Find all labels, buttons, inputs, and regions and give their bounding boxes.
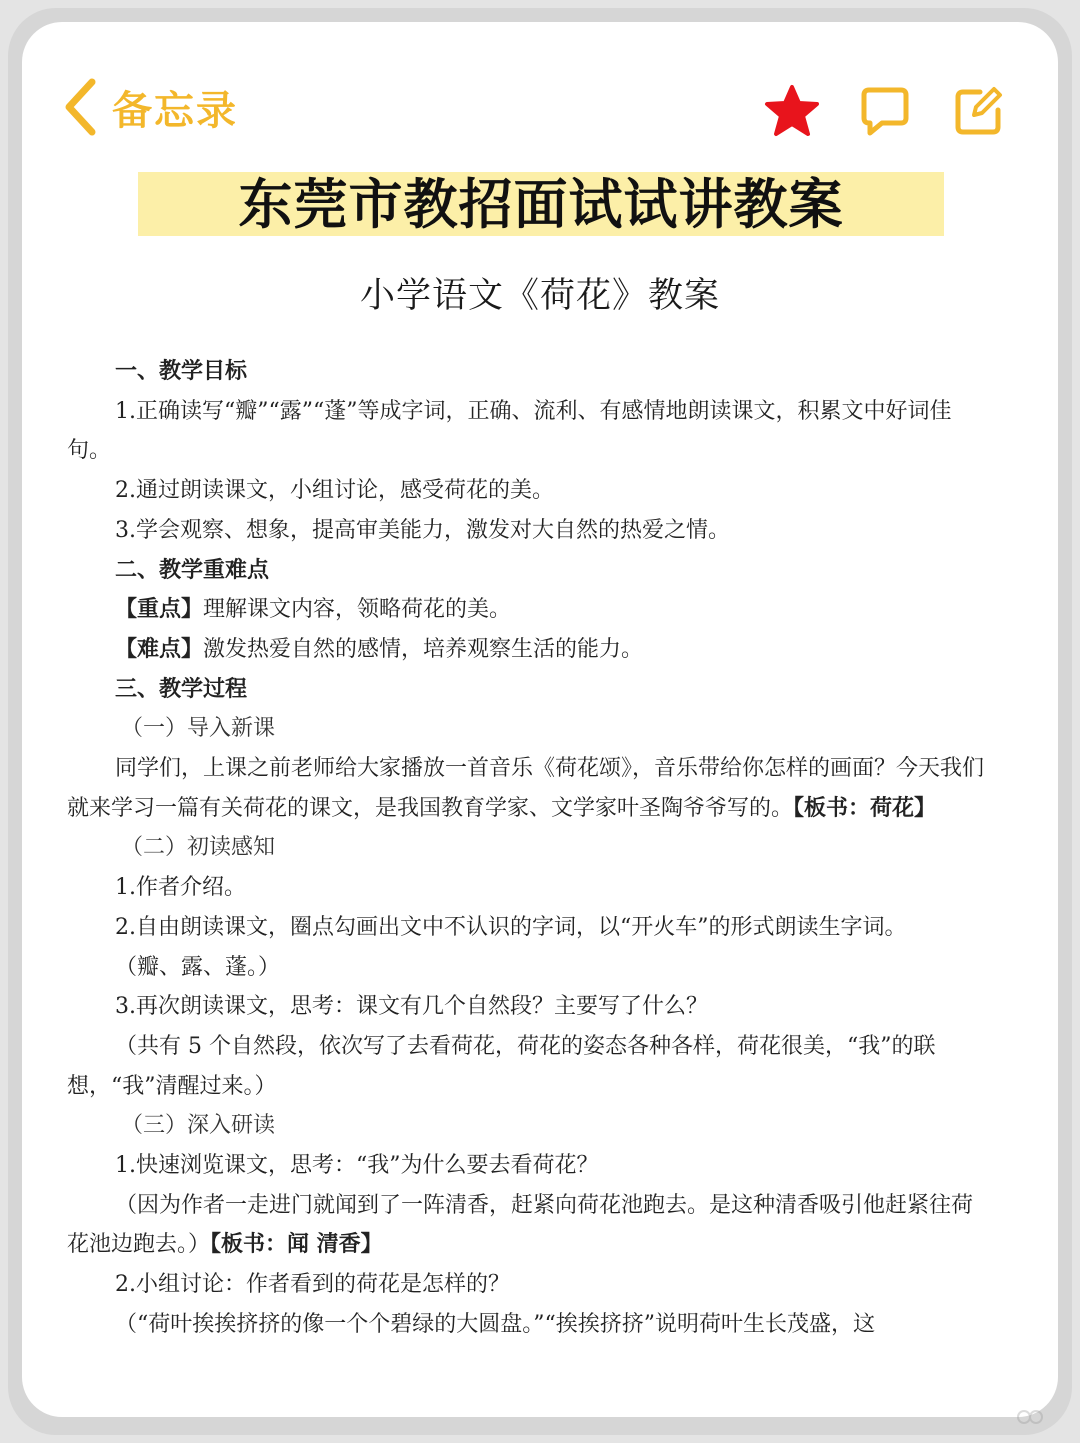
comment-icon xyxy=(860,84,910,138)
difficult-point-text: 激发热爱自然的感情，培养观察生活的能力。 xyxy=(203,636,644,662)
paragraph-text: 同学们，上课之前老师给大家播放一首音乐《荷花颂》，音乐带给你怎样的画面？今天我们就来学习一篇有关荷花的课文，是我国教育学家、文学家叶圣陶爷爷写的。 xyxy=(67,756,985,821)
paragraph-text: （因为作者一走进门就闻到了一阵清香，赶紧向荷花池跑去。是这种清香吸引他赶紧往荷花池边跑去。） xyxy=(67,1192,974,1258)
subsection-title: （二）初读感知 xyxy=(121,835,276,861)
star-button[interactable] xyxy=(764,84,814,138)
section-heading: 二、教学重难点 xyxy=(115,557,270,583)
subsection-title: （三）深入研读 xyxy=(121,1113,276,1139)
key-point-tag: 【重点】 xyxy=(115,596,204,623)
star-icon xyxy=(764,84,814,138)
edit-icon xyxy=(954,84,1004,138)
paragraph: 3.再次朗读课文，思考：课文有几个自然段？主要写了什么？ xyxy=(115,994,708,1020)
paragraph: （瓣、露、蓬。） xyxy=(115,954,281,980)
paragraph: 1.快速浏览课文，思考：“我”为什么要去看荷花？ xyxy=(115,1153,599,1179)
subsection-title: （一）导入新课 xyxy=(121,716,276,742)
page-subtitle: 小学语文《荷花》教案 xyxy=(359,276,720,316)
page-title: 东莞市教招面试试讲教案 xyxy=(238,172,844,236)
section-heading: 三、教学过程 xyxy=(115,676,248,702)
paragraph xyxy=(67,749,985,828)
note-body xyxy=(67,352,985,1345)
paragraph: 1.作者介绍。 xyxy=(115,875,246,901)
board-note: 【板书：闻 清香】 xyxy=(210,1231,383,1258)
back-label: 备忘录 xyxy=(112,87,238,134)
watermark-icon xyxy=(1016,1409,1044,1425)
difficult-point xyxy=(67,630,985,670)
difficult-point-tag: 【难点】 xyxy=(115,635,204,662)
comment-button[interactable] xyxy=(860,84,910,138)
back-chevron-icon xyxy=(62,78,98,136)
paragraph: 2.通过朗读课文，小组讨论，感受荷花的美。 xyxy=(115,478,554,504)
key-point xyxy=(67,590,985,630)
paragraph xyxy=(67,1186,985,1265)
section-heading: 一、教学目标 xyxy=(115,359,248,384)
paragraph: 2.自由朗读课文，圈点勾画出文中不认识的字词，以“开火车”的形式朗读生字词。 xyxy=(115,914,907,940)
back-button[interactable] xyxy=(62,78,238,136)
paragraph: 1.正确读写“瓣”“露”“蓬”等成字词，正确、流利、有感情地朗读课文，积累文中好词佳句。 xyxy=(67,398,952,464)
edit-button[interactable] xyxy=(954,84,1004,138)
paragraph: （“荷叶挨挨挤挤的像一个个碧绿的大圆盘。”“挨挨挤挤”说明荷叶生长茂盛，这 xyxy=(115,1311,875,1337)
key-point-text: 理解课文内容，领略荷花的美。 xyxy=(203,597,512,623)
paragraph: 2.小组讨论：作者看到的荷花是怎样的？ xyxy=(115,1272,510,1298)
paragraph: （共有 5 个自然段，依次写了去看荷花，荷花的姿态各种各样，荷花很美，“我”的联想，“我”清醒过来。） xyxy=(67,1033,936,1099)
paragraph: 3.学会观察、想象，提高审美能力，激发对大自然的热爱之情。 xyxy=(115,517,730,543)
board-note: 【板书：荷花】 xyxy=(793,794,937,821)
